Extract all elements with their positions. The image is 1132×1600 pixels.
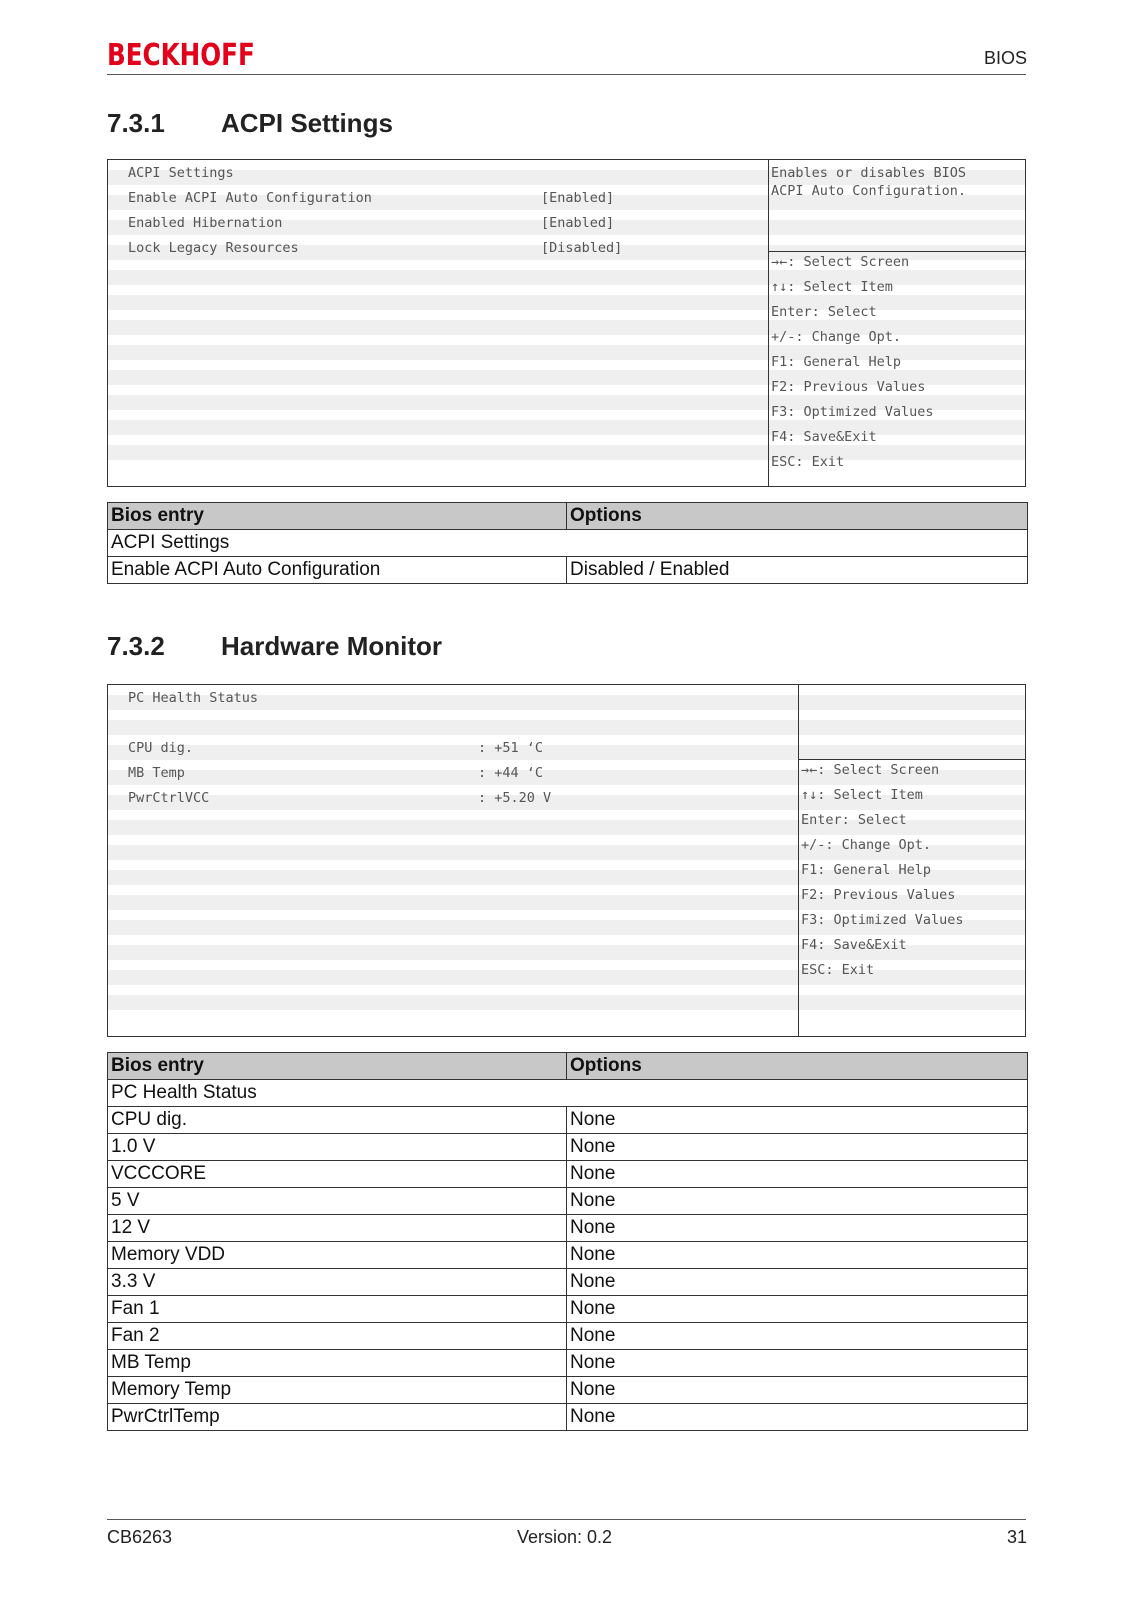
header-section-title: BIOS (983, 48, 1027, 68)
table-row (108, 1188, 1028, 1215)
table-cell-entry: Fan 2 (108, 1323, 567, 1350)
table-header-bios-entry: Bios entry (108, 503, 567, 530)
bios-item-label: Enable ACPI Auto Configuration (128, 190, 372, 206)
bios-key-legend: F3: Optimized Values (771, 404, 934, 420)
table-row (108, 1296, 1028, 1323)
footer-product: CB6263 (107, 1527, 173, 1547)
table-cell-options: None (567, 1323, 1028, 1350)
table-cell-options: None (567, 1215, 1028, 1242)
bios-row-stripe (108, 420, 1025, 435)
bios-screen-hardware-monitor (107, 684, 1026, 1037)
bios-item-label: CPU dig. (128, 740, 194, 756)
bios-item-value: [Enabled] (541, 190, 615, 206)
footer-rule (107, 1519, 1026, 1520)
bios-screen-divider (768, 160, 769, 486)
footer-version: Version: 0.2 (517, 1527, 613, 1547)
table-cell-entry: MB Temp (108, 1350, 567, 1377)
table-row (108, 1350, 1028, 1377)
table-cell-entry: Memory Temp (108, 1377, 567, 1404)
table-row (108, 1323, 1028, 1350)
table-row (108, 1269, 1028, 1296)
bios-row-stripe (108, 745, 1025, 760)
bios-item-value: [Disabled] (541, 240, 623, 256)
beckhoff-logo: BECKHOFF (107, 38, 255, 73)
bios-item-label: PwrCtrlVCC (128, 790, 210, 806)
bios-key-legend: +/-: Change Opt. (771, 329, 902, 345)
table-cell-options: None (567, 1296, 1028, 1323)
table-cell-entry: CPU dig. (108, 1107, 567, 1134)
bios-row-stripe (108, 995, 1025, 1010)
table-row (108, 1215, 1028, 1242)
bios-row-stripe (108, 295, 1025, 310)
table-row (108, 1404, 1028, 1431)
bios-key-legend: F1: General Help (771, 354, 902, 370)
table-cell-options: None (567, 1377, 1028, 1404)
bios-key-legend: Enter: Select (771, 304, 877, 320)
bios-entry-table-hardware-monitor (107, 1052, 1028, 1431)
section-title-1: ACPI Settings (221, 108, 393, 138)
table-row (108, 557, 1028, 584)
bios-item-value: [Enabled] (541, 215, 615, 231)
table-cell-options: None (567, 1107, 1028, 1134)
table-cell-entry: Memory VDD (108, 1242, 567, 1269)
table-row (108, 1161, 1028, 1188)
bios-key-legend: ↑↓: Select Item (771, 279, 893, 295)
bios-key-legend: ESC: Exit (771, 454, 845, 470)
table-header-bios-entry: Bios entry (108, 1053, 567, 1080)
table-row (108, 530, 1028, 557)
bios-key-legend: ESC: Exit (801, 962, 875, 978)
table-row (108, 1377, 1028, 1404)
table-cell-group: ACPI Settings (108, 530, 1028, 557)
table-cell-options: None (567, 1161, 1028, 1188)
table-cell-entry: 12 V (108, 1215, 567, 1242)
bios-key-legend: F2: Previous Values (801, 887, 956, 903)
table-header-options: Options (567, 1053, 1028, 1080)
bios-entry-table-acpi (107, 502, 1028, 584)
table-cell-options: None (567, 1269, 1028, 1296)
bios-item-value: : +44 ‘C (478, 765, 544, 781)
table-header-options: Options (567, 503, 1028, 530)
header-rule (107, 74, 1026, 75)
table-row (108, 1242, 1028, 1269)
table-cell-entry: PwrCtrlTemp (108, 1404, 567, 1431)
table-row (108, 1107, 1028, 1134)
section-number-2: 7.3.2 (107, 631, 165, 661)
bios-help-divider (798, 759, 1025, 760)
bios-screen-acpi (107, 159, 1026, 487)
bios-row-stripe (108, 445, 1025, 460)
table-cell-options: None (567, 1350, 1028, 1377)
table-cell-options: None (567, 1404, 1028, 1431)
table-cell-options: Disabled / Enabled (567, 557, 1028, 584)
table-row (108, 1134, 1028, 1161)
bios-key-legend: F3: Optimized Values (801, 912, 964, 928)
bios-item-label: Lock Legacy Resources (128, 240, 299, 256)
section-number-1: 7.3.1 (107, 108, 165, 138)
bios-help-text: Enables or disables BIOS (771, 165, 967, 181)
bios-key-legend: →←: Select Screen (801, 762, 940, 778)
bios-key-legend: F4: Save&Exit (771, 429, 877, 445)
table-cell-entry: 1.0 V (108, 1134, 567, 1161)
table-cell-options: None (567, 1242, 1028, 1269)
bios-key-legend: F4: Save&Exit (801, 937, 907, 953)
bios-item-label: MB Temp (128, 765, 185, 781)
bios-item-value: : +5.20 V (478, 790, 552, 806)
bios-row-stripe (108, 970, 1025, 985)
bios-key-legend: F1: General Help (801, 862, 932, 878)
bios-key-legend: +/-: Change Opt. (801, 837, 932, 853)
bios-screen-divider (798, 685, 799, 1036)
table-cell-entry: 5 V (108, 1188, 567, 1215)
bios-help-divider (768, 251, 1025, 252)
bios-item-value: : +51 ‘C (478, 740, 544, 756)
table-cell-options: None (567, 1134, 1028, 1161)
bios-row-stripe (108, 720, 1025, 735)
table-cell-entry: Fan 1 (108, 1296, 567, 1323)
table-cell-options: None (567, 1188, 1028, 1215)
footer-page-number: 31 (1006, 1527, 1027, 1547)
bios-key-legend: Enter: Select (801, 812, 907, 828)
section-title-2: Hardware Monitor (221, 631, 443, 661)
table-cell-entry: VCCCORE (108, 1161, 567, 1188)
table-cell-group: PC Health Status (108, 1080, 1028, 1107)
bios-key-legend: F2: Previous Values (771, 379, 926, 395)
bios-item-label: ACPI Settings (128, 165, 234, 181)
table-row (108, 1080, 1028, 1107)
bios-key-legend: ↑↓: Select Item (801, 787, 923, 803)
bios-item-label: PC Health Status (128, 690, 259, 706)
bios-help-text: ACPI Auto Configuration. (771, 183, 967, 199)
table-cell-entry: 3.3 V (108, 1269, 567, 1296)
bios-item-label: Enabled Hibernation (128, 215, 283, 231)
bios-key-legend: →←: Select Screen (771, 254, 910, 270)
table-cell-entry: Enable ACPI Auto Configuration (108, 557, 567, 584)
